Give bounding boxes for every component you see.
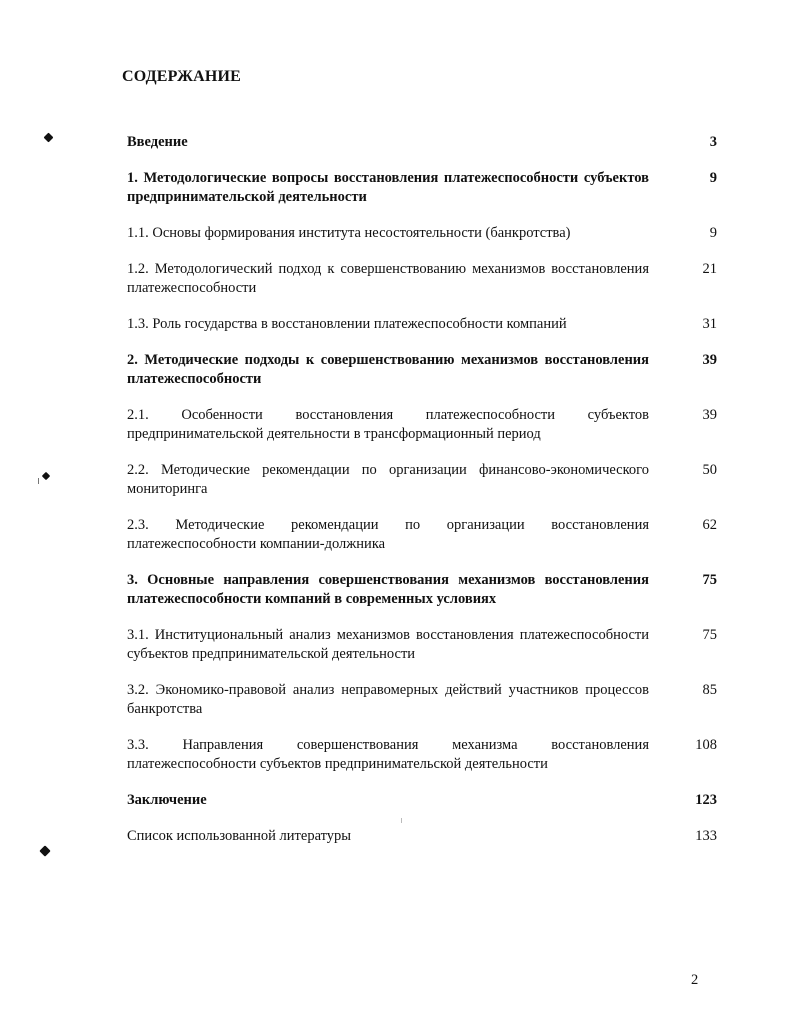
toc-entry-text: Список использованной литературы — [127, 828, 352, 844]
toc-entry-section-2-1 — [127, 406, 717, 444]
toc-entry-text: Заключение — [127, 792, 207, 808]
toc-entry-text: Введение — [127, 134, 188, 150]
toc-entry-page: 123 — [695, 792, 717, 808]
toc-entry-section-3-1 — [127, 626, 717, 664]
toc-entry-page: 39 — [702, 407, 717, 423]
toc-entry-references — [127, 827, 717, 846]
toc-entry-section-2-2 — [127, 461, 717, 499]
toc-entry-section-1-1 — [127, 224, 717, 243]
toc-entry-page: 50 — [702, 462, 717, 478]
toc-entry-section-1-3 — [127, 315, 717, 334]
toc-entry-page: 108 — [695, 737, 717, 753]
toc-entry-page: 9 — [709, 225, 717, 241]
toc-entry-text: 3.3. Направления совершенствования механизма восстановления платежеспособности субъектов предпринимательской деятельности — [127, 737, 649, 772]
toc-entry-chapter-2 — [127, 351, 717, 389]
scan-artifact-mark — [39, 845, 50, 856]
toc-entry-text: 2. Методические подходы к совершенствованию механизмов восстановления платежеспособности — [127, 352, 649, 387]
toc-entry-introduction — [127, 133, 717, 152]
scan-artifact-mark — [42, 472, 50, 480]
page-number: 2 — [691, 972, 699, 988]
toc-entry-text: 2.1. Особенности восстановления платежеспособности субъектов предпринимательской деятельности в трансформационный период — [127, 407, 649, 442]
toc-entry-section-3-3 — [127, 736, 717, 774]
toc-entry-page: 39 — [702, 352, 717, 368]
toc-entry-text: 1.2. Методологический подход к совершенствованию механизмов восстановления платежеспособности — [127, 261, 649, 296]
toc-entry-section-3-2 — [127, 681, 717, 719]
scan-artifact-speck — [401, 818, 402, 823]
toc-entry-conclusion — [127, 791, 717, 810]
toc-entry-chapter-1 — [127, 169, 717, 207]
toc-entry-text: 3.2. Экономико-правовой анализ неправомерных действий участников процессов банкротства — [127, 682, 649, 717]
toc-entry-page: 31 — [702, 316, 717, 332]
toc-entry-text: 1. Методологические вопросы восстановления платежеспособности субъектов предпринимательской деятельности — [127, 170, 649, 205]
toc-entry-text: 2.3. Методические рекомендации по организации восстановления платежеспособности компании-должника — [127, 517, 649, 552]
toc-entry-section-1-2 — [127, 260, 717, 298]
toc-entry-page: 75 — [702, 572, 717, 588]
toc-entry-page: 21 — [702, 261, 717, 277]
toc-entry-page: 9 — [709, 170, 717, 186]
toc-entry-text: 2.2. Методические рекомендации по организации финансово-экономического мониторинга — [127, 462, 649, 497]
toc-entry-page: 85 — [702, 682, 717, 698]
toc-entry-page: 75 — [702, 627, 717, 643]
scan-artifact-speck — [38, 478, 39, 484]
toc-entry-chapter-3 — [127, 571, 717, 609]
toc-entry-text: 3. Основные направления совершенствования механизмов восстановления платежеспособности компаний в современных условиях — [127, 572, 649, 607]
document-title: СОДЕРЖАНИЕ — [122, 68, 242, 85]
toc-entry-text: 1.3. Роль государства в восстановлении платежеспособности компаний — [127, 316, 567, 332]
table-of-contents — [127, 133, 717, 863]
toc-entry-page: 3 — [709, 134, 717, 150]
toc-entry-text: 1.1. Основы формирования института несостоятельности (банкротства) — [127, 225, 571, 241]
toc-entry-text: 3.1. Институциональный анализ механизмов восстановления платежеспособности субъектов предпринимательской деятельности — [127, 627, 649, 662]
scan-artifact-mark — [44, 133, 54, 143]
toc-entry-page: 133 — [695, 828, 717, 844]
toc-entry-section-2-3 — [127, 516, 717, 554]
toc-entry-page: 62 — [702, 517, 717, 533]
